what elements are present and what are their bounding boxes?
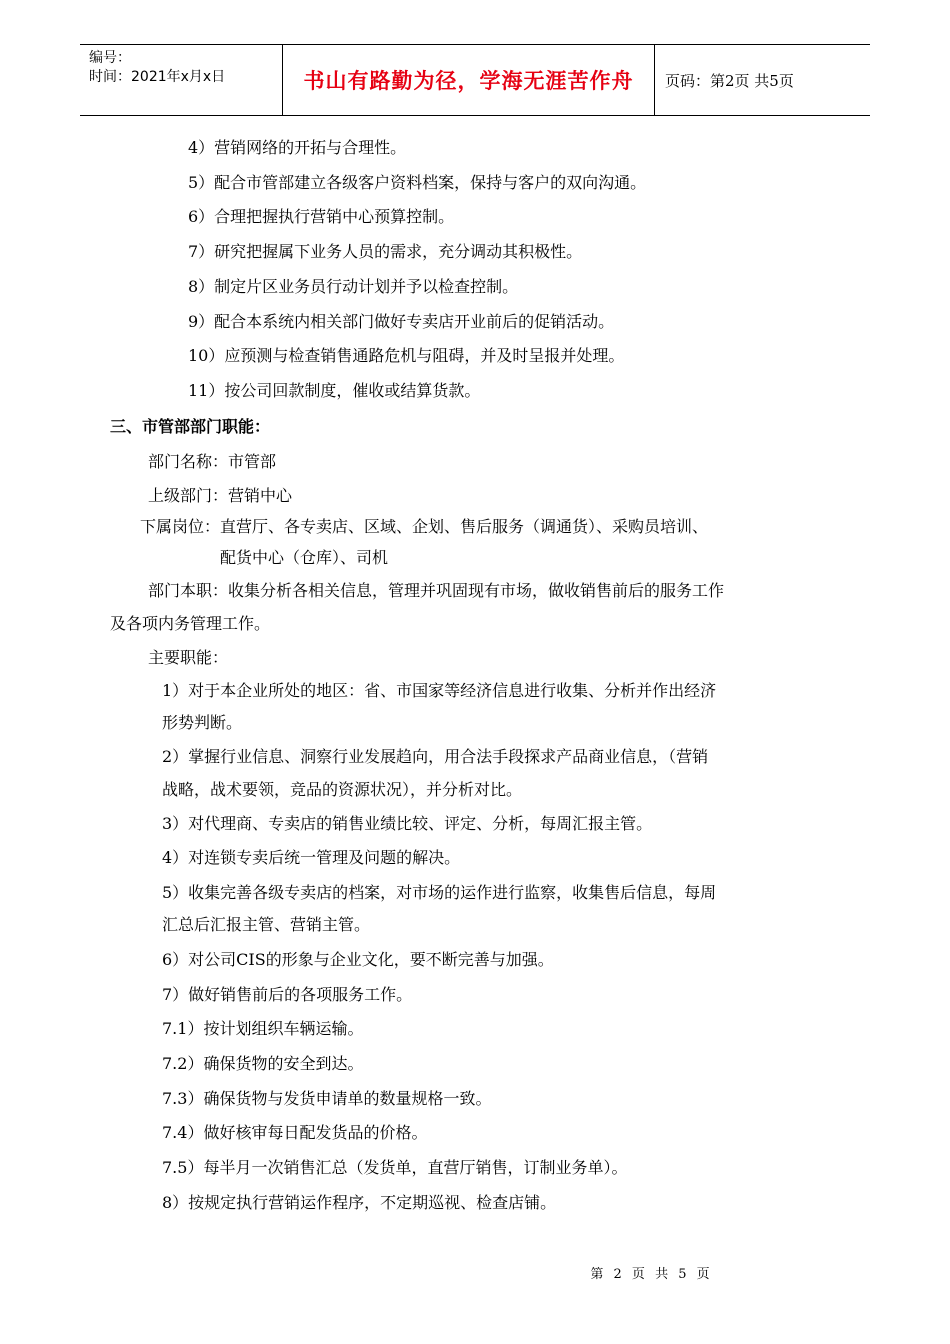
footer-ye: 页 [696, 1267, 710, 1282]
main-functions-label: 主要职能： [148, 648, 229, 667]
function-item: 8）按规定执行营销运作程序，不定期巡视、检查店铺。 [162, 1193, 557, 1212]
function-item: 3）对代理商、专卖店的销售业绩比较、评定、分析，每周汇报主管。 [162, 814, 653, 833]
list-item: 7）研究把握属下业务人员的需求，充分调动其积极性。 [188, 242, 583, 261]
list-item: 11）按公司回款制度，催收或结算货款。 [188, 381, 481, 400]
header-motto: 书山有路勤为径，学海无涯苦作舟 [282, 45, 655, 115]
list-item: 8）制定片区业务员行动计划并予以检查控制。 [188, 277, 519, 296]
header-meta [80, 45, 282, 115]
function-item: 7.1）按计划组织车辆运输。 [162, 1019, 364, 1038]
section-title: 三、市管部部门职能： [110, 417, 271, 436]
function-item: 形势判断。 [162, 713, 243, 732]
header-page-info: 页码：第2页 共5页 [665, 71, 794, 90]
list-item: 9）配合本系统内相关部门做好专卖店开业前后的促销活动。 [188, 312, 615, 331]
function-item: 1）对于本企业所处的地区：省、市国家等经济信息进行收集、分析并作出经济 [162, 681, 717, 700]
function-item: 4）对连锁专卖后统一管理及问题的解决。 [162, 848, 461, 867]
page-footer [0, 1263, 950, 1282]
function-item: 6）对公司CIS的形象与企业文化，要不断完善与加强。 [162, 950, 554, 969]
superior-dept: 上级部门：营销中心 [148, 486, 293, 505]
footer-total-pages: 5 [678, 1267, 687, 1282]
function-item: 5）收集完善各级专卖店的档案，对市场的运作进行监察，收集售后信息，每周 [162, 883, 717, 902]
page-header [80, 44, 870, 116]
list-item: 6）合理把握执行营销中心预算控制。 [188, 207, 455, 226]
footer-ye: 页 [631, 1267, 645, 1282]
dept-name: 部门名称：市管部 [148, 452, 277, 471]
list-item: 10）应预测与检查销售通路危机与阻碍，并及时呈报并处理。 [188, 346, 625, 365]
subordinate-positions: 下属岗位：直营厅、各专卖店、区域、企划、售后服务（调通货）、采购员培训、 [140, 517, 709, 536]
function-item: 汇总后汇报主管、营销主管。 [162, 915, 371, 934]
list-item: 4）营销网络的开拓与合理性。 [188, 138, 407, 157]
list-item: 5）配合市管部建立各级客户资料档案，保持与客户的双向沟通。 [188, 173, 647, 192]
subordinate-positions-cont: 配货中心（仓库）、司机 [220, 548, 389, 567]
document-time-label: 时间：2021年x月x日 [89, 69, 226, 85]
function-item: 7.4）做好核审每日配发货品的价格。 [162, 1123, 428, 1142]
function-item: 7）做好销售前后的各项服务工作。 [162, 985, 413, 1004]
document-number-label: 编号： [89, 50, 131, 66]
function-item: 2）掌握行业信息、洞察行业发展趋向，用合法手段探求产品商业信息，（营销 [162, 747, 709, 766]
function-item: 7.5）每半月一次销售汇总（发货单，直营厅销售，订制业务单）。 [162, 1158, 628, 1177]
footer-gong: 共 [655, 1267, 669, 1282]
function-item: 7.3）确保货物与发货申请单的数量规格一致。 [162, 1089, 492, 1108]
function-item: 7.2）确保货物的安全到达。 [162, 1054, 364, 1073]
dept-duty-cont: 及各项内务管理工作。 [110, 614, 271, 633]
function-item: 战略，战术要领，竞品的资源状况），并分析对比。 [162, 780, 523, 799]
footer-di: 第 [590, 1267, 604, 1282]
dept-duty: 部门本职：收集分析各相关信息，管理并巩固现有市场，做收销售前后的服务工作 [148, 581, 725, 600]
footer-page-number: 2 [613, 1267, 622, 1282]
